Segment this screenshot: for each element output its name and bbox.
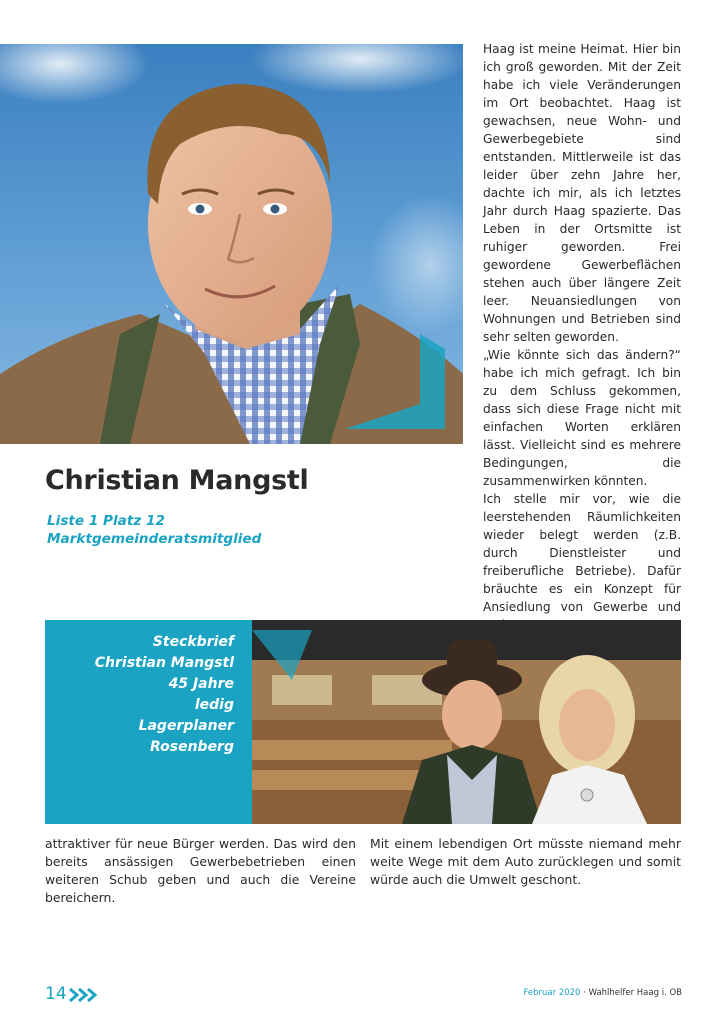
event-photo [252,620,681,824]
footer-month: Februar 2020 [523,988,581,998]
steckbrief-job: Lagerplaner [138,718,234,734]
event-illustration [252,620,681,824]
chevron-right-icon [68,987,100,1003]
steckbrief-box [45,620,252,824]
steckbrief-status: ledig [194,697,234,713]
footer-publication-name: Wahlhelfer Haag i. OB [588,988,682,998]
steckbrief-age: 45 Jahre [168,676,234,692]
footer-publication [524,988,683,998]
article-continuation-right: Mit einem lebendigen Ort müsste niemand mehr weite Wege mit dem Auto zurücklegen und somit würde auch die Umwelt geschont. [370,836,681,887]
footer-separator: · [583,988,586,998]
article-paragraph: Haag ist meine Heimat. Hier bin ich groß geworden. Mit der Zeit habe ich viele Veränderungen im Ort beobachtet. Haag ist gewachsen, neue Wohn- und Gewerbegebiete sind entstanden. Mittlerweile ist das leider über zehn Jahre her, dachte ich mir, als ich letztes Jahr durch Haag spazierte. Das Leben in der Ortsmitte ist ruhiger geworden. Frei gewordene Gewerbeflächen stehen auch über längere Zeit leer. Neuansiedlungen von Wohnungen und Betrieben sind sehr selten geworden. [483,42,681,344]
steckbrief-heading: Steckbrief [152,634,234,650]
steckbrief-place: Rosenberg [150,739,234,755]
portrait-illustration [0,44,463,444]
article-paragraph: Ich stelle mir vor, wie die leerstehenden Räumlichkeiten wieder belegt werden (z.B. durch Dienstleister und freiberufliche Betriebe). Dafür bräuchte es ein Konzept für Ansiedlung von Gewerbe und [483,492,681,614]
candidate-subtitle [47,512,261,548]
steckbrief-name: Christian Mangstl [94,655,234,671]
article-body-column [483,40,681,670]
page-number: 14 [45,984,67,1004]
candidate-role: Marktgemeinderatsmitglied [47,531,262,547]
list-position: Liste 1 Platz 12 [47,513,165,529]
article-continuation-left: attraktiver für neue Bürger werden. Das wird den bereits ansässigen Gewerbebetrieben einen weiteren Schub geben und auch die Vereine bereichern. [45,836,356,905]
portrait-photo [0,44,463,444]
candidate-name: Christian Mangstl [45,465,309,496]
article-paragraph: „Wie könnte sich das ändern?“ habe ich mich gefragt. Ich bin zu dem Schluss gekommen, dass sich diese Frage nicht mit einfachen Worten erklären lässt. Vielleicht sind es mehrere Bedingungen, die zusammenwirken könnten. [483,348,681,488]
